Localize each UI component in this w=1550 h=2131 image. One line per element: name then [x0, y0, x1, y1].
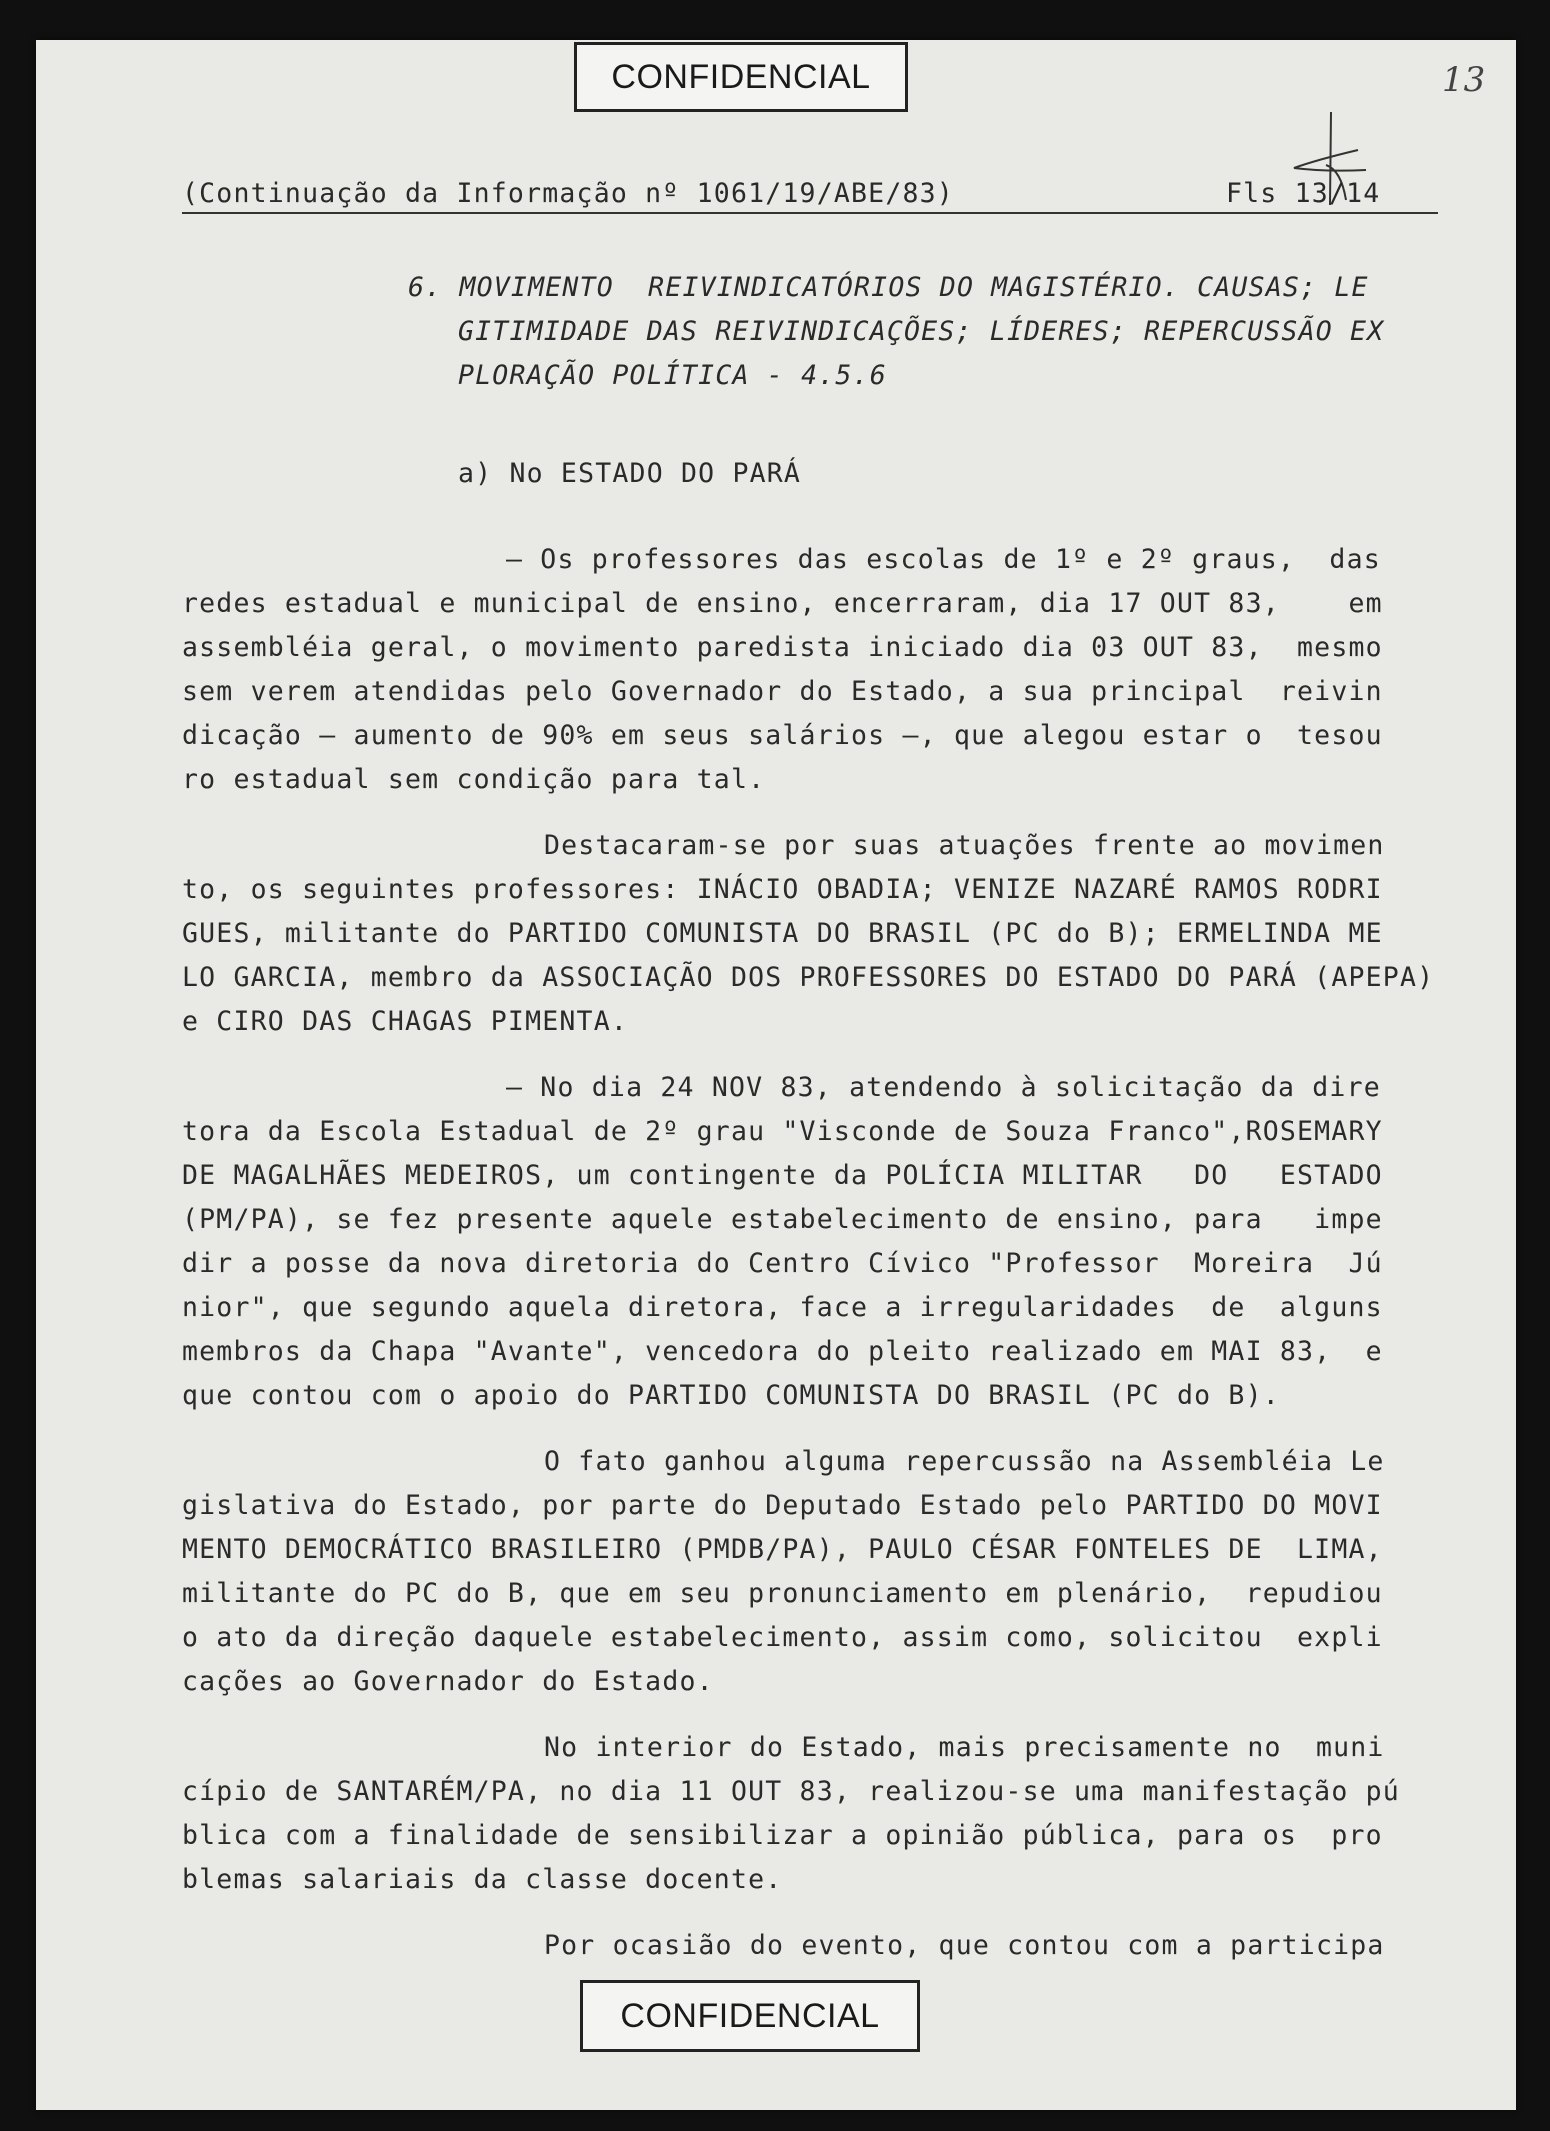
body-line: o ato da direção daquele estabelecimento, assim como, solicitou expli [182, 1622, 1383, 1653]
section-title-line-1: 6. MOVIMENTO REIVINDICATÓRIOS DO MAGISTÉRIO. CAUSAS; LE [408, 272, 1369, 303]
body-line: blica com a finalidade de sensibilizar a opinião pública, para os pro [182, 1820, 1383, 1851]
body-line: No interior do Estado, mais precisamente no muni [544, 1732, 1385, 1763]
body-line: LO GARCIA, membro da ASSOCIAÇÃO DOS PROFESSORES DO ESTADO DO PARÁ (APEPA) [182, 962, 1435, 993]
body-line: to, os seguintes professores: INÁCIO OBADIA; VENIZE NAZARÉ RAMOS RODRI [182, 874, 1383, 905]
section-title-line-2: GITIMIDADE DAS REIVINDICAÇÕES; LÍDERES; REPERCUSSÃO EX [458, 316, 1385, 347]
body-line: redes estadual e municipal de ensino, encerraram, dia 17 OUT 83, em [182, 588, 1383, 619]
header-right: Fls 13/14 [1226, 178, 1381, 209]
body-line: dir a posse da nova diretoria do Centro Cívico "Professor Moreira Jú [182, 1248, 1383, 1279]
header-left: (Continuação da Informação nº 1061/19/ABE/83) [182, 178, 954, 209]
body-line: dicação — aumento de 90% em seus salários —, que alegou estar o tesou [182, 720, 1383, 751]
header-rule [182, 212, 1438, 214]
body-line: nior", que segundo aquela diretora, face a irregularidades de alguns [182, 1292, 1383, 1323]
section-title-line-3: PLORAÇÃO POLÍTICA - 4.5.6 [458, 360, 887, 391]
body-line: membros da Chapa "Avante", vencedora do pleito realizado em MAI 83, e [182, 1336, 1383, 1367]
body-line: militante do PC do B, que em seu pronunciamento em plenário, repudiou [182, 1578, 1383, 1609]
body-line: tora da Escola Estadual de 2º grau "Visconde de Souza Franco",ROSEMARY [182, 1116, 1383, 1147]
confidential-stamp-bottom: CONFIDENCIAL [580, 1980, 920, 2052]
body-line: sem verem atendidas pelo Governador do Estado, a sua principal reivin [182, 676, 1383, 707]
body-line: que contou com o apoio do PARTIDO COMUNISTA DO BRASIL (PC do B). [182, 1380, 1280, 1411]
body-line: gislativa do Estado, por parte do Deputado Estado pelo PARTIDO DO MOVI [182, 1490, 1383, 1521]
document-page [36, 40, 1516, 2110]
body-line: assembléia geral, o movimento paredista iniciado dia 03 OUT 83, mesmo [182, 632, 1383, 663]
body-line: Por ocasião do evento, que contou com a participa [544, 1930, 1385, 1961]
body-line: e CIRO DAS CHAGAS PIMENTA. [182, 1006, 629, 1037]
body-line: — Os professores das escolas de 1º e 2º graus, das [506, 544, 1381, 575]
subsection-heading: a) No ESTADO DO PARÁ [458, 458, 802, 489]
confidential-stamp-top: CONFIDENCIAL [574, 42, 908, 112]
body-line: cações ao Governador do Estado. [182, 1666, 714, 1697]
body-line: blemas salariais da classe docente. [182, 1864, 783, 1895]
body-line: Destacaram-se por suas atuações frente ao movimen [544, 830, 1385, 861]
body-line: ro estadual sem condição para tal. [182, 764, 766, 795]
body-line: (PM/PA), se fez presente aquele estabelecimento de ensino, para impe [182, 1204, 1383, 1235]
body-line: cípio de SANTARÉM/PA, no dia 11 OUT 83, realizou-se uma manifestação pú [182, 1776, 1400, 1807]
body-line: MENTO DEMOCRÁTICO BRASILEIRO (PMDB/PA), PAULO CÉSAR FONTELES DE LIMA, [182, 1534, 1383, 1565]
body-line: — No dia 24 NOV 83, atendendo à solicitação da dire [506, 1072, 1381, 1103]
body-line: GUES, militante do PARTIDO COMUNISTA DO BRASIL (PC do B); ERMELINDA ME [182, 918, 1383, 949]
handwritten-page-number: 13 [1442, 60, 1486, 100]
body-line: O fato ganhou alguma repercussão na Assembléia Le [544, 1446, 1385, 1477]
body-line: DE MAGALHÃES MEDEIROS, um contingente da POLÍCIA MILITAR DO ESTADO [182, 1160, 1383, 1191]
